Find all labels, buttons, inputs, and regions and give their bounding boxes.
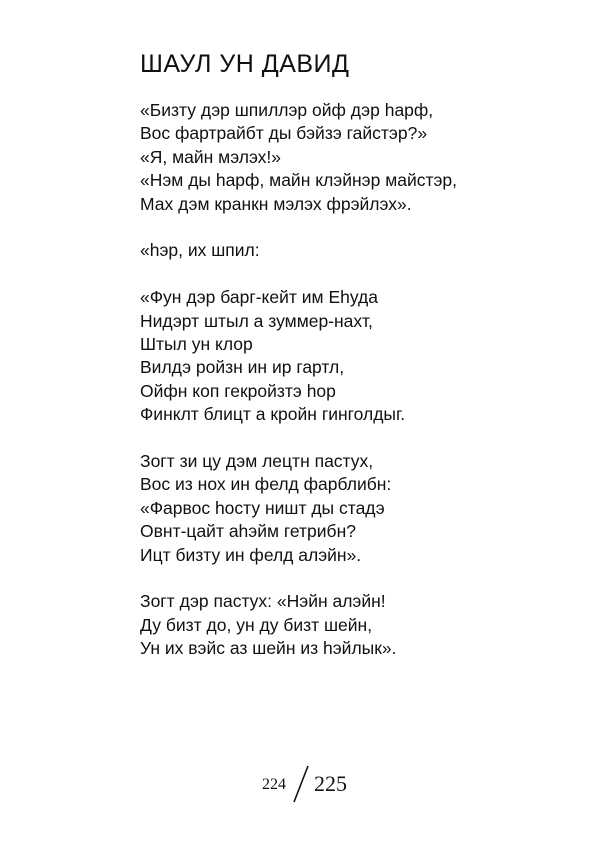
- poem-line: Зогт зи цу дэм лецтн пастух,: [140, 451, 374, 472]
- left-page-number: 224: [262, 776, 286, 793]
- poem-line: Штыл ун клор: [140, 334, 253, 355]
- poem-line: «Бизту дэр шпиллэр ойф дэр hарф,: [140, 100, 434, 120]
- poem-line: Ду бизт до, ун ду бизт шейн,: [140, 614, 373, 635]
- poem-line: Ойфн коп гекройзтэ hор: [140, 380, 336, 401]
- poem-line: «Фарвос hосту ништ ды стадэ: [140, 497, 385, 518]
- stanza-5: [140, 590, 457, 660]
- folio-slash-divider: [289, 764, 313, 804]
- poem-body: [140, 99, 457, 684]
- stanza-4: [140, 450, 457, 567]
- poem-title: ШАУЛ УН ДАВИД: [140, 50, 350, 78]
- poem-line: «hэр, их шпил:: [140, 240, 260, 261]
- stanza-3: [140, 286, 457, 426]
- poem-line: Вос фартрайбт ды бэйзэ гайстэр?»: [140, 123, 428, 144]
- poem-line: Зогт дэр пастух: «Нэйн алэйн!: [140, 591, 386, 612]
- right-page-number: 225: [314, 771, 347, 796]
- stanza-1: [140, 99, 457, 216]
- poem-line: Вилдэ ройзн ин ир гартл,: [140, 357, 345, 378]
- poem-line: «Нэм ды hарф, майн клэйнэр майстэр,: [140, 170, 458, 191]
- poem-line: Ун их вэйс аз шейн из hэйлык».: [140, 638, 397, 659]
- poem-line: Нидэрт штыл а зуммер-нахт,: [140, 310, 373, 331]
- page-numbers: [262, 764, 352, 804]
- poem-line: Ицт бизту ин фелд алэйн».: [140, 544, 362, 565]
- poem-line: Мах дэм кранкн мэлэх фрэйлэх».: [140, 193, 412, 214]
- poem-line: Финклт блицт а кройн гинголдыг.: [140, 404, 406, 425]
- stanza-2: [140, 239, 457, 262]
- poem-line: «Я, майн мэлэх!»: [140, 146, 282, 167]
- poem-line: Овнт-цайт аhэйм гетрибн?: [140, 521, 356, 542]
- poem-line: «Фун дэр барг-кейт им Еhуда: [140, 287, 378, 308]
- poem-line: Вос из нох ин фелд фарблибн:: [140, 474, 392, 495]
